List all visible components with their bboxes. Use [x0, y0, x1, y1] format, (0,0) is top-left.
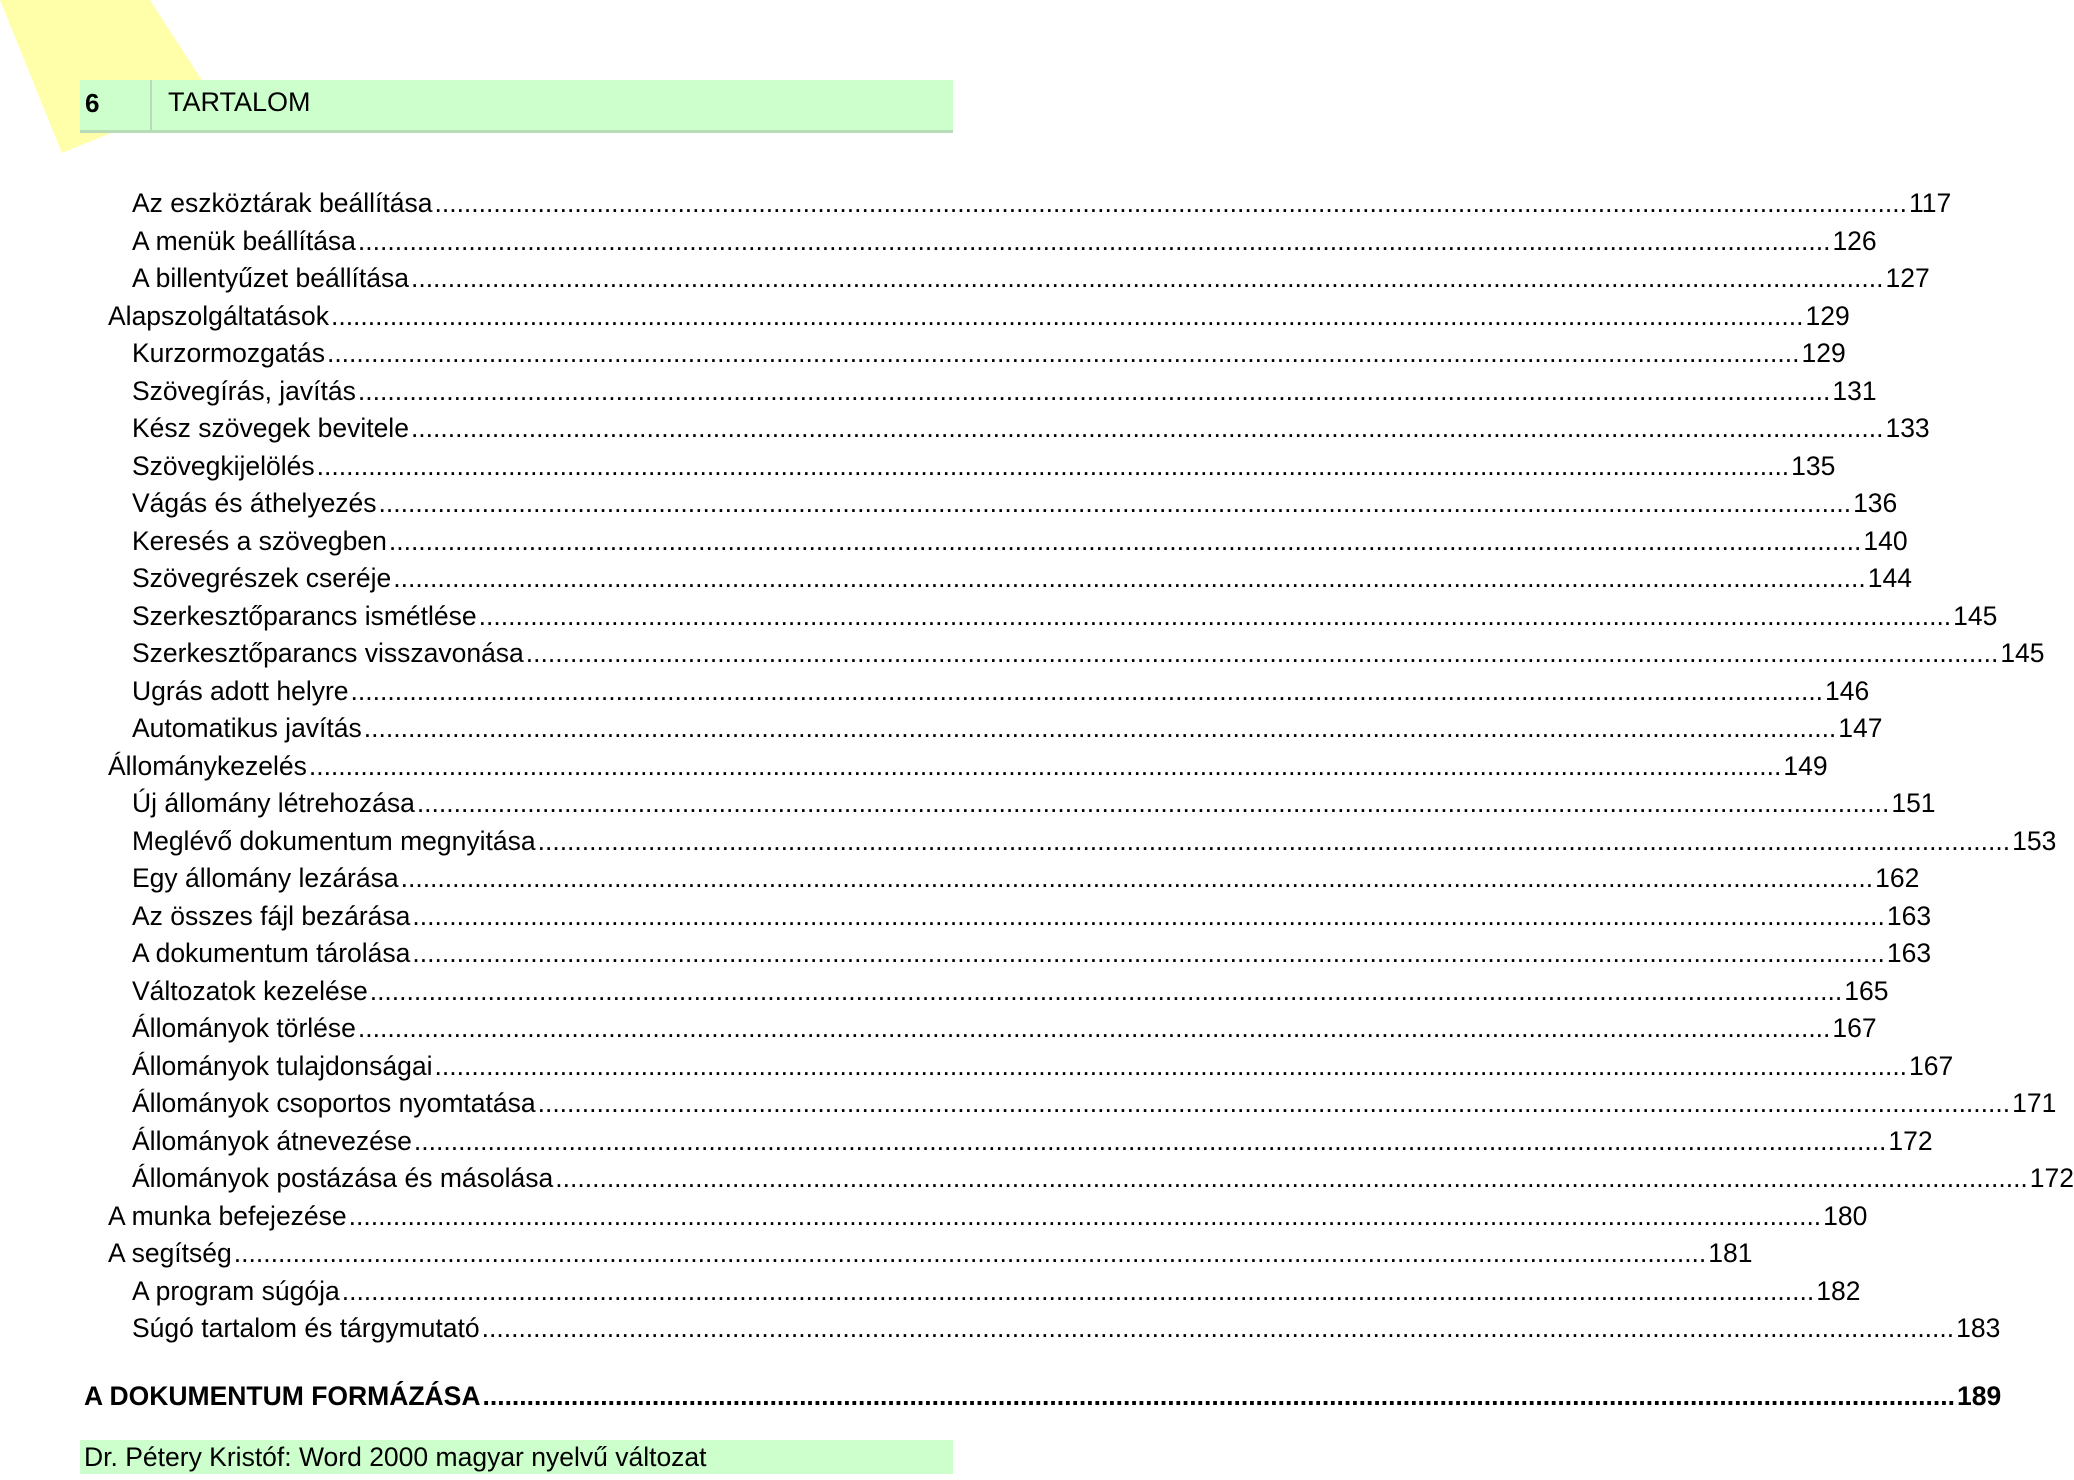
- toc-dot-leader: ........................................................................................................................................................................................................: [350, 675, 1824, 706]
- toc-entry-label: Az eszköztárak beállítása: [132, 188, 433, 218]
- toc-entry-page: 171: [2012, 1088, 2057, 1118]
- toc-entry-page: 144: [1867, 563, 1912, 593]
- toc-dot-leader: ........................................................................................................................................................................................................: [412, 938, 1885, 968]
- toc-entry-label: Állományok csoportos nyomtatása: [132, 1088, 536, 1118]
- toc-entry[interactable]: [132, 335, 1846, 371]
- toc-entry[interactable]: [132, 1010, 1877, 1046]
- toc-entry[interactable]: [132, 523, 1908, 559]
- toc-entry-label: Automatikus javítás: [132, 713, 362, 743]
- toc-entry[interactable]: [108, 748, 1828, 784]
- toc-dot-leader: ........................................................................................................................................................................................................: [413, 1125, 1887, 1156]
- toc-entry-page: 163: [1886, 938, 1932, 968]
- toc-dot-leader: ........................................................................................................................................................................................................: [416, 788, 1890, 818]
- toc-entry-page: 172: [1888, 1125, 1933, 1156]
- toc-entry[interactable]: [132, 935, 1932, 971]
- toc-entry-page: 140: [1863, 525, 1908, 556]
- toc-dot-leader: ........................................................................................................................................................................................................: [400, 863, 1874, 893]
- toc-entry-label: Súgó tartalom és tárgymutató: [132, 1313, 480, 1343]
- toc-dot-leader: ........................................................................................................................................................................................................: [233, 1238, 1707, 1268]
- toc-entry[interactable]: [132, 1048, 1954, 1084]
- toc-dot-leader: ........................................................................................................................................................................................................: [410, 263, 1884, 293]
- header-divider: [150, 80, 152, 130]
- toc-entry-page: 165: [1844, 975, 1889, 1006]
- toc-entry-page: 145: [2000, 638, 2045, 668]
- toc-entry[interactable]: [132, 223, 1877, 259]
- toc-entry[interactable]: [132, 673, 1870, 709]
- toc-entry[interactable]: [132, 710, 1883, 746]
- toc-entry-page: 117: [1909, 188, 1952, 218]
- toc-entry[interactable]: [132, 635, 2045, 671]
- toc-entry-label: Kész szövegek bevitele: [132, 413, 409, 443]
- toc-entry[interactable]: [132, 860, 1920, 896]
- toc-entry-page: 182: [1816, 1275, 1861, 1306]
- toc-entry[interactable]: [132, 898, 1932, 934]
- toc-dot-leader: ........................................................................................................................................................................................................: [326, 338, 1800, 368]
- toc-entry-label: A program súgója: [132, 1275, 340, 1306]
- toc-dot-leader: ........................................................................................................................................................................................................: [357, 375, 1831, 406]
- toc-dot-leader: ........................................................................................................................................................................................................: [308, 750, 1782, 781]
- toc-entry[interactable]: [132, 1160, 2074, 1196]
- toc-entry[interactable]: [132, 373, 1877, 409]
- toc-entry[interactable]: [132, 598, 1998, 634]
- toc-dot-leader: ........................................................................................................................................................................................................: [357, 225, 1831, 256]
- toc-dot-leader: ........................................................................................................................................................................................................: [434, 188, 1907, 218]
- toc-entry[interactable]: [132, 1085, 2057, 1121]
- toc-entry-page: 145: [1953, 600, 1998, 631]
- toc-entry[interactable]: [132, 1310, 2001, 1346]
- toc-entry-label: Az összes fájl bezárása: [132, 900, 411, 931]
- toc-entry-page: 133: [1885, 413, 1930, 443]
- toc-dot-leader: ........................................................................................................................................................................................................: [434, 1050, 1908, 1081]
- toc-entry-label: Új állomány létrehozása: [132, 788, 415, 818]
- toc-entry[interactable]: [132, 973, 1889, 1009]
- page-header: [80, 80, 953, 133]
- toc-entry-label: Állományok törlése: [132, 1013, 356, 1043]
- toc-dot-leader: ........................................................................................................................................................................................................: [525, 638, 1999, 668]
- toc-entry-label: A segítség: [108, 1238, 232, 1268]
- page-number: 6: [85, 88, 100, 118]
- toc-dot-leader: ........................................................................................................................................................................................................: [481, 1313, 1955, 1343]
- footer-text: Dr. Pétery Kristóf: Word 2000 magyar nyelvű változat: [84, 1442, 707, 1472]
- toc-entry-label: Állományok postázása és másolása: [132, 1163, 554, 1193]
- toc-entry[interactable]: [132, 823, 2057, 859]
- toc-dot-leader: ........................................................................................................................................................................................................: [363, 713, 1837, 743]
- toc-entry-page: 183: [1956, 1313, 2001, 1343]
- toc-dot-leader: ........................................................................................................................................................................................................: [388, 525, 1862, 556]
- toc-dot-leader: ........................................................................................................................................................................................................: [316, 450, 1790, 481]
- toc-entry[interactable]: [108, 1198, 1868, 1234]
- toc-entry-label: A billentyűzet beállítása: [132, 263, 409, 293]
- toc-entry-page: 135: [1791, 450, 1836, 481]
- toc-entry[interactable]: [108, 298, 1850, 334]
- toc-dot-leader: ........................................................................................................................................................................................................: [537, 825, 2011, 856]
- toc-dot-leader: ........................................................................................................................................................................................................: [555, 1163, 2028, 1193]
- toc-dot-leader: ........................................................................................................................................................................................................: [341, 1275, 1815, 1306]
- toc-entry[interactable]: [108, 1235, 1753, 1271]
- toc-entry[interactable]: [84, 1378, 2002, 1414]
- toc-entry-label: Keresés a szövegben: [132, 525, 387, 556]
- toc-entry-page: 129: [1805, 300, 1850, 331]
- page-title: TARTALOM: [168, 87, 311, 117]
- toc-entry-page: 131: [1832, 375, 1877, 406]
- toc-entry-label: Kurzormozgatás: [132, 338, 325, 368]
- toc-dot-leader: ........................................................................................................................................................................................................: [482, 1380, 1955, 1411]
- toc-entry-label: Szövegrészek cseréje: [132, 563, 392, 593]
- toc-entry-label: A dokumentum tárolása: [132, 938, 411, 968]
- toc-entry-page: 167: [1909, 1050, 1954, 1081]
- toc-entry-page: 129: [1801, 338, 1846, 368]
- toc-entry[interactable]: [132, 410, 1930, 446]
- toc-entry-page: 172: [2029, 1163, 2074, 1193]
- toc-entry-label: Szövegírás, javítás: [132, 375, 356, 406]
- toc-entry-label: A menük beállítása: [132, 225, 356, 256]
- toc-entry-page: 151: [1891, 788, 1936, 818]
- toc-dot-leader: ........................................................................................................................................................................................................: [330, 300, 1804, 331]
- toc-entry-page: 147: [1838, 713, 1883, 743]
- toc-entry[interactable]: [132, 785, 1936, 821]
- toc-dot-leader: ........................................................................................................................................................................................................: [357, 1013, 1831, 1043]
- toc-entry[interactable]: [132, 560, 1912, 596]
- toc-entry-page: 146: [1825, 675, 1870, 706]
- toc-entry-page: 153: [2012, 825, 2057, 856]
- toc-entry-label: Állományok tulajdonságai: [132, 1050, 433, 1081]
- toc-entry-page: 127: [1885, 263, 1930, 293]
- toc-entry[interactable]: [132, 448, 1836, 484]
- toc-entry-page: 180: [1823, 1200, 1868, 1231]
- toc-entry-page: 181: [1708, 1238, 1753, 1268]
- toc-entry-label: Egy állomány lezárása: [132, 863, 399, 893]
- toc-entry-label: Szerkesztőparancs visszavonása: [132, 638, 524, 668]
- toc-entry[interactable]: [132, 485, 1898, 521]
- page-footer: [80, 1440, 953, 1474]
- toc-entry-label: Meglévő dokumentum megnyitása: [132, 825, 536, 856]
- toc-entry-label: A munka befejezése: [108, 1200, 347, 1231]
- toc-dot-leader: ........................................................................................................................................................................................................: [378, 488, 1852, 518]
- toc-entry-label: Szerkesztőparancs ismétlése: [132, 600, 477, 631]
- toc-dot-leader: ........................................................................................................................................................................................................: [410, 413, 1884, 443]
- toc-entry-page: 189: [1957, 1380, 2002, 1411]
- toc-entry-label: Ugrás adott helyre: [132, 675, 349, 706]
- toc-entry-page: 149: [1783, 750, 1828, 781]
- toc-entry-page: 163: [1886, 900, 1932, 931]
- toc-dot-leader: ........................................................................................................................................................................................................: [412, 900, 1885, 931]
- toc-entry[interactable]: [132, 1123, 1933, 1159]
- toc-entry-label: Változatok kezelése: [132, 975, 368, 1006]
- toc-entry[interactable]: [132, 185, 1952, 221]
- toc-entry-page: 162: [1875, 863, 1920, 893]
- toc-dot-leader: ........................................................................................................................................................................................................: [393, 563, 1866, 593]
- toc-entry-page: 136: [1853, 488, 1898, 518]
- toc-dot-leader: ........................................................................................................................................................................................................: [478, 600, 1952, 631]
- toc-entry-label: Vágás és áthelyezés: [132, 488, 377, 518]
- toc-dot-leader: ........................................................................................................................................................................................................: [537, 1088, 2011, 1118]
- toc-entry-page: 167: [1832, 1013, 1877, 1043]
- toc-dot-leader: ........................................................................................................................................................................................................: [369, 975, 1843, 1006]
- toc-entry-label: A DOKUMENTUM FORMÁZÁSA: [84, 1380, 481, 1411]
- toc-entry-label: Állománykezelés: [108, 750, 307, 781]
- toc-entry-label: Állományok átnevezése: [132, 1125, 412, 1156]
- toc-entry-label: Szövegkijelölés: [132, 450, 315, 481]
- toc-dot-leader: ........................................................................................................................................................................................................: [348, 1200, 1822, 1231]
- toc-entry[interactable]: [132, 260, 1930, 296]
- toc-entry-page: 126: [1832, 225, 1877, 256]
- toc-entry-label: Alapszolgáltatások: [108, 300, 329, 331]
- toc-entry[interactable]: [132, 1273, 1861, 1309]
